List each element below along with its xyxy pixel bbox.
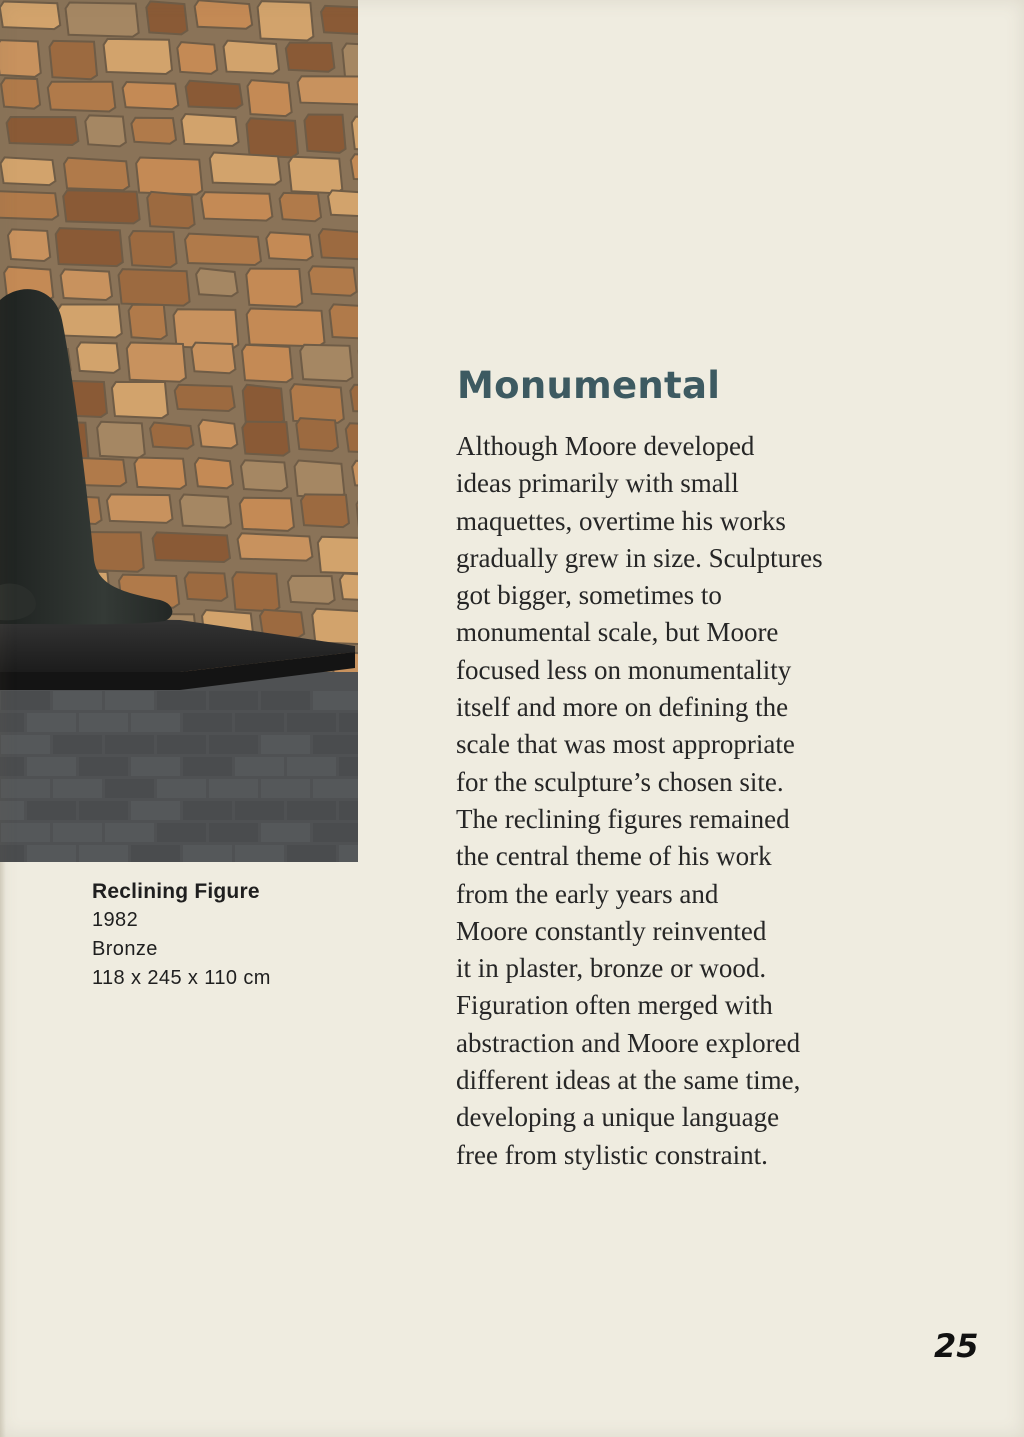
wall-stone bbox=[127, 343, 186, 382]
wall-stone bbox=[97, 422, 145, 458]
wall-stone bbox=[330, 304, 358, 339]
wall-stone bbox=[242, 345, 292, 382]
sculpture-photo bbox=[0, 0, 358, 862]
base-brick bbox=[79, 757, 128, 776]
base-brick bbox=[27, 713, 76, 732]
artwork-caption bbox=[92, 877, 342, 993]
wall-stone bbox=[131, 118, 176, 144]
wall-stone bbox=[1, 157, 56, 185]
wall-stone bbox=[63, 190, 139, 223]
wall-stone bbox=[7, 117, 79, 145]
wall-stone bbox=[129, 305, 167, 340]
wall-stone bbox=[177, 42, 217, 74]
wall-stone bbox=[247, 80, 291, 116]
base-brick bbox=[183, 801, 232, 820]
section-heading: Monumental bbox=[457, 364, 721, 407]
wall-stone bbox=[185, 234, 261, 265]
base-brick bbox=[287, 757, 336, 776]
wall-stone bbox=[243, 385, 284, 425]
base-brick bbox=[27, 757, 76, 776]
wall-stone bbox=[321, 6, 358, 34]
wall-stone bbox=[300, 345, 352, 381]
base-brick bbox=[209, 779, 258, 798]
base-brick bbox=[1, 823, 50, 842]
base-brick bbox=[313, 823, 358, 842]
wall-stone bbox=[136, 157, 202, 194]
wall-stone bbox=[266, 232, 312, 260]
wall-stone bbox=[280, 193, 321, 221]
wall-stone bbox=[346, 423, 358, 453]
wall-stone bbox=[304, 114, 345, 152]
body-line: the central theme of his work bbox=[456, 841, 772, 872]
wall-stone bbox=[309, 266, 357, 295]
body-line: itself and more on defining the bbox=[456, 692, 789, 723]
base-brick bbox=[79, 713, 128, 732]
base-brick bbox=[339, 801, 358, 820]
wall-stone bbox=[286, 42, 335, 71]
wall-stone bbox=[147, 192, 194, 228]
body-line: maquettes, overtime his works bbox=[456, 505, 786, 536]
wall-stone bbox=[0, 40, 41, 77]
wall-stone bbox=[298, 76, 358, 104]
body-line: gradually grew in size. Sculptures bbox=[456, 542, 823, 573]
base-brick bbox=[27, 801, 76, 820]
wall-stone bbox=[57, 305, 121, 338]
base-brick bbox=[131, 845, 180, 862]
base-brick bbox=[0, 845, 24, 862]
wall-stone bbox=[258, 1, 314, 40]
base-brick bbox=[261, 779, 310, 798]
body-line: The reclining figures remained bbox=[456, 803, 790, 834]
wall-stone bbox=[0, 1, 60, 29]
base-brick bbox=[261, 735, 310, 754]
wall-stone bbox=[112, 382, 168, 418]
wall-stone bbox=[123, 82, 179, 109]
wall-stone bbox=[56, 228, 123, 266]
wall-stone bbox=[241, 460, 287, 491]
body-line: focused less on monumentality bbox=[456, 654, 792, 685]
base-brick bbox=[287, 845, 336, 862]
wall-stone bbox=[201, 192, 272, 220]
wall-stone bbox=[186, 81, 243, 109]
wall-stone bbox=[150, 422, 193, 448]
base-brick bbox=[183, 757, 232, 776]
base-brick bbox=[287, 713, 336, 732]
base-brick bbox=[313, 779, 358, 798]
base-brick bbox=[131, 757, 180, 776]
wall-stone bbox=[195, 0, 252, 28]
base-brick bbox=[105, 691, 154, 710]
base-brick bbox=[261, 691, 310, 710]
base-brick bbox=[0, 713, 24, 732]
base-brick bbox=[79, 801, 128, 820]
wall-stone bbox=[85, 115, 126, 146]
base-brick bbox=[1, 735, 50, 754]
base-brick bbox=[0, 801, 24, 820]
wall-stone bbox=[340, 573, 358, 601]
wall-stone bbox=[64, 158, 129, 190]
artwork-material: Bronze bbox=[92, 938, 158, 960]
wall-stone bbox=[191, 343, 235, 374]
base-brick bbox=[131, 801, 180, 820]
wall-stone bbox=[238, 533, 313, 560]
base-brick bbox=[131, 713, 180, 732]
wall-stone bbox=[242, 422, 289, 456]
wall-stone bbox=[246, 269, 302, 307]
base-brick bbox=[157, 735, 206, 754]
wall-stone bbox=[66, 2, 139, 36]
artwork-dimensions: 118 x 245 x 110 cm bbox=[92, 967, 271, 989]
body-line: it in plaster, bronze or wood. bbox=[456, 953, 767, 984]
body-line: from the early years and bbox=[456, 878, 719, 909]
wall-stone bbox=[232, 572, 279, 611]
wall-stone bbox=[8, 229, 50, 261]
wall-stone bbox=[288, 576, 335, 604]
wall-stone bbox=[210, 152, 281, 184]
base-brick bbox=[287, 801, 336, 820]
base-brick bbox=[53, 691, 102, 710]
base-brick bbox=[105, 779, 154, 798]
wall-stone bbox=[240, 498, 294, 531]
wall-stone bbox=[301, 494, 349, 527]
artwork-title: Reclining Figure bbox=[92, 880, 260, 903]
base-brick bbox=[1, 779, 50, 798]
base-brick bbox=[339, 845, 358, 862]
wall-stone bbox=[185, 572, 228, 601]
wall-stone bbox=[146, 1, 187, 34]
base-brick bbox=[183, 713, 232, 732]
page-number: 25 bbox=[934, 1327, 979, 1365]
body-line: free from stylistic constraint. bbox=[456, 1139, 768, 1170]
body-line: developing a unique language bbox=[456, 1102, 780, 1133]
wall-stone bbox=[289, 157, 343, 194]
body-line: for the sculpture’s chosen site. bbox=[456, 766, 784, 797]
wall-stone bbox=[296, 418, 338, 451]
base-brick bbox=[209, 691, 258, 710]
wall-stone bbox=[175, 385, 235, 411]
base-brick bbox=[1, 691, 50, 710]
base-brick bbox=[0, 757, 24, 776]
wall-stone bbox=[247, 118, 299, 157]
body-line: different ideas at the same time, bbox=[456, 1065, 801, 1096]
wall-stone bbox=[319, 229, 358, 259]
wall-stone bbox=[134, 457, 186, 488]
base-brick bbox=[235, 757, 284, 776]
body-line: Figuration often merged with bbox=[456, 990, 773, 1021]
wall-stone bbox=[181, 114, 238, 146]
wall-stone bbox=[129, 231, 176, 267]
wall-stone bbox=[1, 78, 40, 109]
wall-stone bbox=[104, 39, 172, 74]
base-brick bbox=[313, 691, 358, 710]
base-brick bbox=[235, 713, 284, 732]
wall-stone bbox=[180, 494, 231, 527]
wall-stone bbox=[48, 82, 115, 112]
base-brick bbox=[27, 845, 76, 862]
base-brick bbox=[79, 845, 128, 862]
wall-stone bbox=[119, 269, 190, 305]
base-brick bbox=[105, 823, 154, 842]
wall-stone bbox=[153, 532, 230, 562]
wall-stone bbox=[224, 41, 280, 74]
wall-stone bbox=[199, 420, 238, 449]
wall-stone bbox=[0, 191, 58, 219]
body-line: Moore constantly reinvented bbox=[456, 915, 767, 946]
base-brick bbox=[235, 845, 284, 862]
base-brick bbox=[157, 691, 206, 710]
body-line: ideas primarily with small bbox=[456, 468, 739, 499]
base-brick bbox=[105, 735, 154, 754]
wall-stone bbox=[312, 609, 358, 645]
wall-stone bbox=[290, 384, 343, 423]
wall-stone bbox=[295, 461, 345, 498]
base-brick bbox=[235, 801, 284, 820]
wall-stone bbox=[77, 342, 120, 373]
base-brick bbox=[183, 845, 232, 862]
wall-stone bbox=[107, 494, 172, 522]
wall-stone bbox=[247, 309, 325, 347]
article-body bbox=[456, 428, 906, 1174]
base-brick bbox=[261, 823, 310, 842]
artwork-year: 1982 bbox=[92, 909, 139, 931]
base-brick bbox=[157, 823, 206, 842]
body-line: abstraction and Moore explored bbox=[456, 1027, 801, 1058]
base-brick bbox=[53, 823, 102, 842]
base-brick bbox=[53, 735, 102, 754]
body-line: scale that was most appropriate bbox=[456, 729, 795, 760]
wall-stone bbox=[328, 190, 358, 216]
base-brick bbox=[313, 735, 358, 754]
wall-stone bbox=[318, 537, 358, 574]
body-line: monumental scale, but Moore bbox=[456, 617, 779, 648]
base-brick bbox=[339, 757, 358, 776]
wall-stone bbox=[196, 268, 237, 296]
wall-stone bbox=[49, 41, 97, 79]
base-brick bbox=[339, 713, 358, 732]
wall-stone bbox=[61, 269, 112, 300]
base-brick bbox=[157, 779, 206, 798]
body-line: Although Moore developed bbox=[456, 431, 755, 461]
base-brick bbox=[209, 735, 258, 754]
base-brick bbox=[209, 823, 258, 842]
body-line: got bigger, sometimes to bbox=[456, 580, 722, 611]
base-brick bbox=[53, 779, 102, 798]
wall-stone bbox=[195, 458, 233, 488]
